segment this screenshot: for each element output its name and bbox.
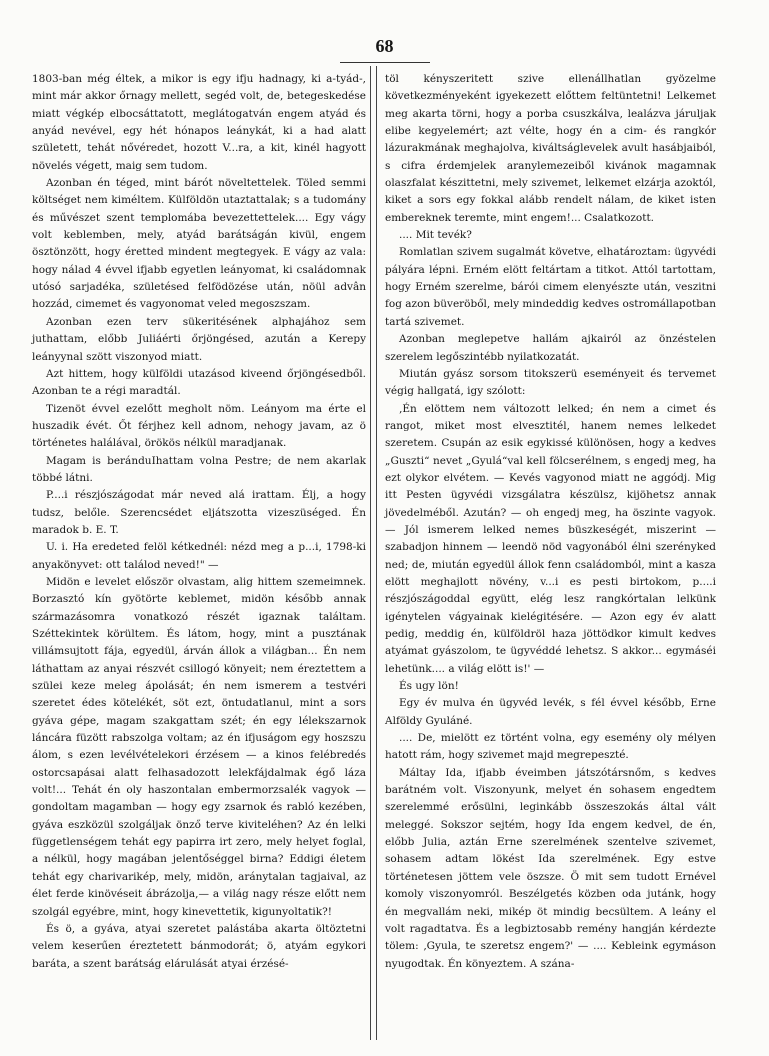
paragraph: .... De, mielött ez történt volna, egy esemény oly mélyen hatott rám, hogy szivemet majd megrepeszté. [385, 732, 716, 762]
left-column [32, 71, 366, 973]
paragraph: És ö, a gyáva, atyai szeretet palástába akarta öltöztetni velem keserűen éreztetett bánmodorát; ö, atyám egykori baráta, a szent barátság elárulását atyai érzésé- [32, 922, 366, 970]
page-number: 68 [375, 36, 394, 56]
paragraph: 1803-ban még éltek, a mikor is egy ifju hadnagy, ki a-tyád-, mint már akkor őrnagy mellett, segéd volt, de, betegeskedése miatt végkép elbocsáttatott, meglátogatván engem atyád és anyád nevével, egy hét hónapos leánykát, ki a had alatt született, tehát nővéredet, hozott V...ra, a kit, kinél hagyott növelés végett, maig sem tudom. [32, 73, 366, 172]
paragraph: Midön e levelet először olvastam, alig hittem szemeimnek. Borzasztó kín gyötörte keblemet, midön később annak származásomra vonatkozó részét igaznak találtam. Széttekintek körültem. És látom, hogy, mint a pusztának villámsujtott fája, egyedül, árván állok a világban... Én nem láthattam az anyai részvét csillogó könyeit; nem éreztettem a szülei keze meleg ápolását; én nem ismerem a testvéri szeretet édes kötelékét, söt ezt, öntudatlanul, mint a sors gyáva gépe, magam szakgattam szét; én egy lélekszarnok láncára füzött rabszolga voltam; az én ifjuságom egy hoszszu álom, s ezen levélvételekori érzésem — a kinos felébredés ostorcsapásai alatt felhasadozott lelekfájdalmak égő láza volt!... Tehát én oly haszontalan embermorzsalék vagyok — gondoltam magamban — hogy egy zsarnok és rabló kezében, gyáva eszközül szolgáljak önző terve kiviteléhen? Az én lelki függetlenségem tehát egy papirra irt zero, mely helyet foglal, a nélkül, hogy magában jelentőséggel birna? Eddigi életem tehát egy charivarikép, mely, midön, aránytalan tagjaival, az élet ferde kinövéseit ábrázolja,— a világ nagy része előtt nem szolgál egyébre, mint, hogy kinevettetik, kigunyoltatik?! [32, 575, 366, 918]
column-divider [370, 66, 377, 1040]
paragraph: Azonban meglepetve hallám ajkairól az önzéstelen szerelem legőszintébb nyilatkozatát. [385, 333, 716, 363]
paragraph: ‚Én elöttem nem változott lelked; én nem a cimet és rangot, miket most elvesztitél, hanem nemes lelkedet szeretem. Csupán az esik egykissé különösen, hogy a kedves „Guszti“ nevet „Gyulá“val kell fölcserélnem, s engedj meg, ha ezt olykor elvétem. — Kevés vagyonod miatt ne aggódj. Mig itt Pesten ügyvédi vizsgálatra készülsz, kijöhetsz annak jövedelméből. Azután? — oh engedj meg, ha öszinte vagyok. — Jól ismerem lelked nemes büszkeségét, miszerint — szabadjon hinnem — leendö nöd vagyonából élni szerényked ned; de, miután egyedül állok fenn családomból, mint a kasza elött meghajlott növény, v...i es pesti birtokom, p....i részjószágoddal együtt, elég lesz rangkórtalan lelkünk igénytelen vágyainak kielégitésére. — Azon egy év alatt pedig, meddig én, külföldröl haza jöttödkor kimult kedves atyámat gyászolom, te ügyvéddé lehetsz. S akkor... egymáséi lehetünk.... a világ elött is!' — [385, 402, 716, 675]
paragraph: U. i. Ha eredeted felöl kétkednél: nézd meg a p...i, 1798-ki anyakönyvet: ott találod neved!" — [32, 541, 366, 571]
paragraph: Miután gyász sorsom titokszerü eseményeit és tervemet végig hallgatá, igy szólott: [385, 367, 716, 398]
right-column [385, 71, 716, 973]
paragraph: Egy év mulva én ügyvéd levék, s fél évvel később, Erne Alföldy Gyuláné. [385, 697, 716, 727]
paragraph: És ugy lön! [399, 680, 459, 693]
paragraph: Tizenöt évvel ezelőtt megholt nöm. Leányom ma érte el huszadik évét. Őt férjhez kell adnom, nehogy javam, az ö történetes halálával, örökös nélkül maradjanak. [32, 402, 366, 450]
paragraph: töl kényszeritett szive ellenállhatlan gyözelme következményeként igyekezett előttem feltüntetni! Lelkemet meg akarta törni, hogy a porba csuszkálva, lealázva járuljak elibe kegyelemért; azt vélte, hogy én a cim- és rangkór lázurakmának meghajolva, kiváltságlevelek avult hasábjaiból, s cifra érdemjelek aranylemezeiből kivánok magamnak olaszfalat készittetni, mely szivemet, lelkemet elzárja azoktól, kiket a sors egy fokkal alább rendelt nálam, de kiket isten embereknek teremte, mint engem!... Csalatkozott. [385, 73, 716, 224]
header-rule [340, 62, 430, 63]
paragraph: Azonban én téged, mint bárót növeltettelek. Töled semmi költséget nem kiméltem. Külföldön utaztattalak; s a tudomány és művészet szent templomába bevezettettelek.... Egy vágy volt keblemben, mely, atyád barátságán kivül, engem ösztönzött, hogy éretted mindent megtegyek. E vágy az vala: hogy nálad 4 évvel ifjabb egyetlen leányomat, ki családomnak utósó sarjadéka, születésed felfödözése után, nöül advân hozzád, cimemet és vagyonomat veled megoszszam. [32, 177, 366, 311]
paragraph: Máltay Ida, ifjabb éveimben játszótársnőm, s kedves barátném volt. Viszonyunk, melyet én sohasem engedtem szerelemmé erősülni, leginkább összeszokás által vált meleggé. Sokszor sejtém, hogy Ida engem kedvel, de én, előbb Julia, aztán Erne szerelmének szentelve szivemet, sohasem adtam lökést Ida szerelmének. Egy estve történetesen jöttem vele öszsze. Ö mit sem tudott Ernével komoly viszonyomról. Beszélgetés közben oda jutánk, hogy én megvallám neki, mikép öt mindig becsültem. A leány el volt ragadtatva. És a legbiztosabb remény hangján kérdezte tölem: ‚Gyula, te szeretsz engem?' — .... Kebleink egymáson nyugodtak. Én könyeztem. A szána- [385, 766, 716, 970]
paragraph: .... Mit tevék? [399, 229, 472, 242]
paragraph: Romlatlan szivem sugalmát követve, elhatároztam: ügyvédi pályára lépni. Erném elött feltártam a titkot. Attól tartottam, hogy Erném szerelme, bárói cimem elenyészte után, veszitni fog azon büveröből, mely mindeddig kedves ostromállapotban tartá szivemet. [385, 246, 716, 328]
paragraph: Azonban ezen terv sükeritésének alphajához sem juthattam, előbb Juliáérti őrjöngésed, azután a Kerepy leányynal szött viszonyod miatt. [32, 315, 366, 363]
paragraph: P....i részjószágodat már neved alá irattam. Élj, a hogy tudsz, belőle. Szerencsédet eljátszotta vizeszüséged. Én maradok b. E. T. [32, 489, 366, 536]
paragraph: Azt hittem, hogy külföldi utazásod kiveend őrjöngésedből. Azonban te a régi maradtál. [32, 367, 366, 398]
paragraph: Magam is beránduIhattam volna Pestre; de nem akarlak többé látni. [32, 454, 366, 484]
